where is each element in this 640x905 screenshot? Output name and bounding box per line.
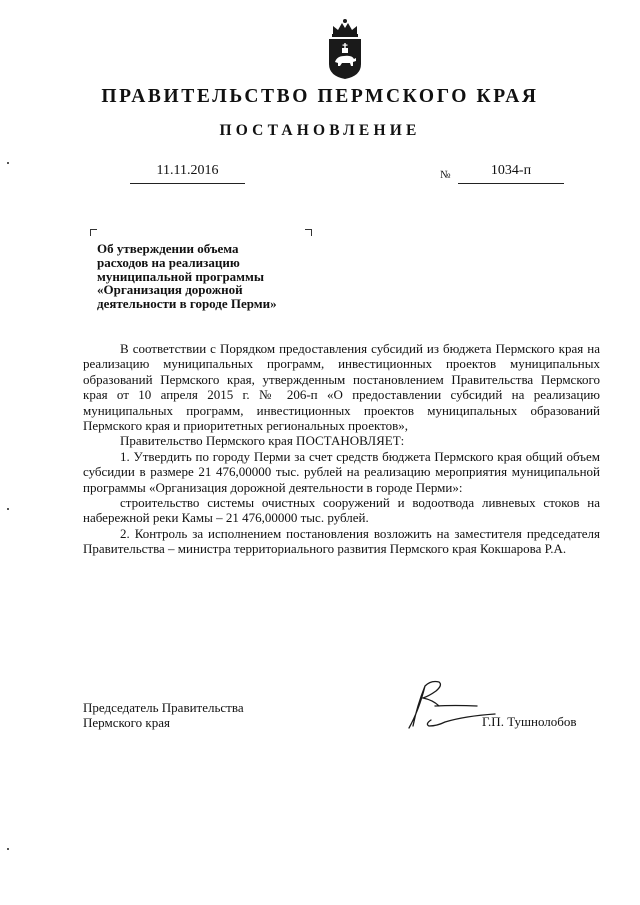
number-sign: № (440, 169, 451, 181)
document-date: 11.11.2016 (156, 163, 219, 178)
signer-position-line: Пермского края (83, 715, 170, 730)
body-paragraph-preamble: В соответствии с Порядком предоставления субсидий из бюджета Пермского края на реализацию муниципальных программ, инвестиционных проектов муниципальных образований Пермского края, утвержденным постановлением Правительства Пермского края от 10 апреля 2015 г. № 206-п «О предоставлении субсидий на реализацию муниципальных программ, инвестиционных проектов муниципальных образований Пермского края и приоритетных региональных проектов», (83, 341, 600, 434)
document-subject (97, 242, 312, 311)
signer-position (83, 700, 244, 730)
body-paragraph-subitem: строительство системы очистных сооружений и водоотвода ливневых стоков на набережной реки Камы – 21 476,00000 тыс. рублей. (83, 495, 600, 526)
signer-name: Г.П. Тушнолобов (482, 714, 577, 729)
document-number: 1034-п (490, 163, 532, 178)
coat-of-arms-icon (325, 18, 365, 80)
scan-mark (7, 848, 9, 850)
body-paragraph-resolves: Правительство Пермского края ПОСТАНОВЛЯЕТ: (120, 433, 405, 449)
scan-mark (7, 508, 9, 510)
subject-line: расходов на реализацию (97, 254, 240, 270)
government-title: ПРАВИТЕЛЬСТВО ПЕРМСКОГО КРАЯ (101, 86, 539, 107)
subject-bracket-left (90, 229, 97, 236)
signer-position-line: Председатель Правительства (83, 700, 244, 715)
document-type: ПОСТАНОВЛЕНИЕ (219, 122, 421, 139)
scan-mark (7, 162, 9, 164)
subject-bracket-right (305, 229, 312, 236)
subject-line: «Организация дорожной (97, 282, 243, 298)
body-paragraph-item-2: 2. Контроль за исполнением постановления возложить на заместителя председателя Правительства – министра территориального развития Пермского края Кокшарова Р.А. (83, 525, 600, 557)
subject-line: деятельности в городе Перми» (97, 296, 277, 312)
body-paragraph-item-1: 1. Утвердить по городу Перми за счет средств бюджета Пермского края общий объем субсидии в размере 21 476,00000 тыс. рублей на реализацию мероприятия муниципальной программы «Организация дорожной деятельности в городе Перми»: (83, 448, 600, 495)
subject-line: Об утверждении объема (97, 241, 239, 256)
subject-line: муниципальной программы (97, 268, 265, 284)
document-body (83, 341, 600, 557)
